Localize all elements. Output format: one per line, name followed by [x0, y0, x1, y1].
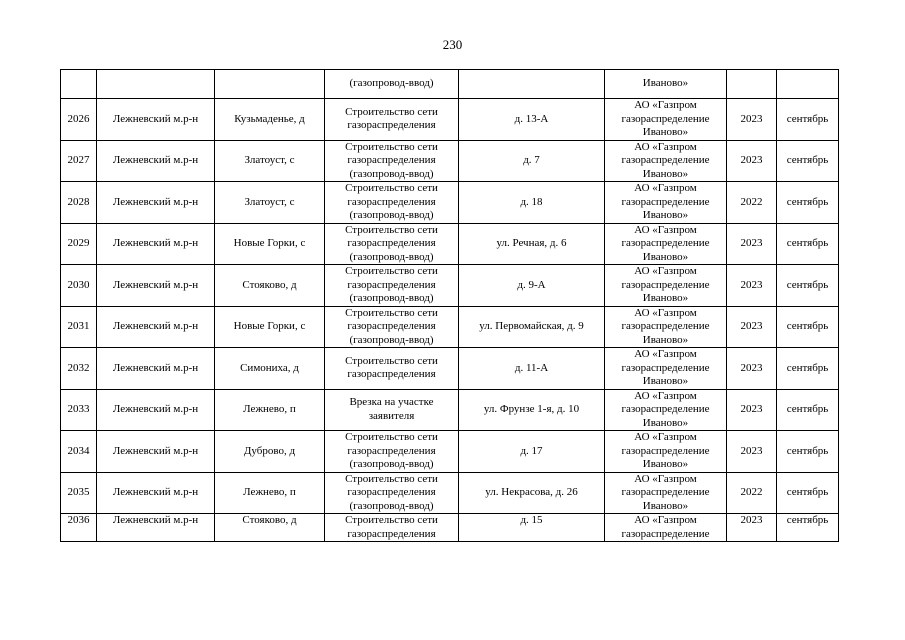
- cell-district: Лежневский м.р-н: [97, 140, 215, 182]
- cell-district: Лежневский м.р-н: [97, 306, 215, 348]
- cell-locality: Стояково, д: [215, 514, 325, 542]
- cell-year: 2023: [727, 99, 777, 141]
- cell-month: сентябрь: [777, 348, 839, 390]
- cell-organization: АО «Газпром газораспределение Иваново»: [605, 389, 727, 431]
- cell-organization: АО «Газпром газораспределение Иваново»: [605, 223, 727, 265]
- table-row: [61, 431, 839, 473]
- cell-address: [459, 70, 605, 99]
- cell-year: 2023: [727, 223, 777, 265]
- cell-organization: АО «Газпром газораспределение Иваново»: [605, 472, 727, 514]
- table-row: [61, 472, 839, 514]
- cell-num: 2036: [61, 514, 97, 542]
- cell-locality: Кузьмаденье, д: [215, 99, 325, 141]
- table-row: [61, 265, 839, 307]
- cell-address: д. 9-А: [459, 265, 605, 307]
- table-row: [61, 514, 839, 542]
- cell-work-type: Строительство сети газораспределения: [325, 514, 459, 542]
- cell-month: сентябрь: [777, 99, 839, 141]
- cell-month: сентябрь: [777, 265, 839, 307]
- cell-year: 2023: [727, 306, 777, 348]
- table-body: [61, 70, 839, 542]
- cell-year: 2023: [727, 140, 777, 182]
- cell-month: [777, 70, 839, 99]
- cell-num: 2028: [61, 182, 97, 224]
- gas-connection-table: [60, 69, 839, 542]
- cell-district: Лежневский м.р-н: [97, 265, 215, 307]
- cell-num: 2035: [61, 472, 97, 514]
- page-number: 230: [442, 37, 463, 52]
- cell-month: сентябрь: [777, 472, 839, 514]
- cell-month: сентябрь: [777, 389, 839, 431]
- table-row: [61, 182, 839, 224]
- cell-address: д. 17: [459, 431, 605, 473]
- table-row: [61, 99, 839, 141]
- cell-work-type: Строительство сети газораспределения: [325, 99, 459, 141]
- cell-year: 2023: [727, 265, 777, 307]
- cell-organization: АО «Газпром газораспределение Иваново»: [605, 265, 727, 307]
- cell-organization: АО «Газпром газораспределение Иваново»: [605, 348, 727, 390]
- cell-address: ул. Фрунзе 1-я, д. 10: [459, 389, 605, 431]
- cell-address: ул. Речная, д. 6: [459, 223, 605, 265]
- cell-district: Лежневский м.р-н: [97, 472, 215, 514]
- cell-organization: АО «Газпром газораспределение Иваново»: [605, 306, 727, 348]
- cell-locality: Златоуст, с: [215, 140, 325, 182]
- cell-month: сентябрь: [777, 140, 839, 182]
- cell-locality: [215, 70, 325, 99]
- cell-locality: Симониха, д: [215, 348, 325, 390]
- cell-organization: АО «Газпром газораспределение: [605, 514, 727, 542]
- cell-address: ул. Некрасова, д. 26: [459, 472, 605, 514]
- cell-month: сентябрь: [777, 514, 839, 542]
- cell-num: 2026: [61, 99, 97, 141]
- cell-num: 2029: [61, 223, 97, 265]
- cell-district: Лежневский м.р-н: [97, 514, 215, 542]
- cell-district: Лежневский м.р-н: [97, 348, 215, 390]
- cell-work-type: Строительство сети газораспределения (газопровод-ввод): [325, 140, 459, 182]
- cell-locality: Златоуст, с: [215, 182, 325, 224]
- cell-district: Лежневский м.р-н: [97, 389, 215, 431]
- cell-organization: АО «Газпром газораспределение Иваново»: [605, 99, 727, 141]
- cell-num: 2032: [61, 348, 97, 390]
- cell-organization: Иваново»: [605, 70, 727, 99]
- cell-num: [61, 70, 97, 99]
- cell-organization: АО «Газпром газораспределение Иваново»: [605, 431, 727, 473]
- cell-work-type: Строительство сети газораспределения (газопровод-ввод): [325, 431, 459, 473]
- cell-num: 2031: [61, 306, 97, 348]
- cell-work-type: Строительство сети газораспределения (газопровод-ввод): [325, 182, 459, 224]
- cell-organization: АО «Газпром газораспределение Иваново»: [605, 140, 727, 182]
- cell-year: 2022: [727, 472, 777, 514]
- cell-address: д. 13-А: [459, 99, 605, 141]
- cell-work-type: (газопровод-ввод): [325, 70, 459, 99]
- table-row-continuation: [61, 70, 839, 99]
- cell-locality: Новые Горки, с: [215, 223, 325, 265]
- table-row: [61, 389, 839, 431]
- cell-month: сентябрь: [777, 223, 839, 265]
- cell-year: [727, 70, 777, 99]
- cell-work-type: Строительство сети газораспределения: [325, 348, 459, 390]
- cell-district: Лежневский м.р-н: [97, 182, 215, 224]
- cell-address: д. 18: [459, 182, 605, 224]
- cell-year: 2023: [727, 348, 777, 390]
- cell-work-type: Строительство сети газораспределения (газопровод-ввод): [325, 265, 459, 307]
- cell-district: Лежневский м.р-н: [97, 431, 215, 473]
- cell-month: сентябрь: [777, 431, 839, 473]
- table-row: [61, 223, 839, 265]
- cell-year: 2023: [727, 389, 777, 431]
- cell-year: 2023: [727, 514, 777, 542]
- cell-work-type: Врезка на участке заявителя: [325, 389, 459, 431]
- cell-num: 2034: [61, 431, 97, 473]
- cell-num: 2030: [61, 265, 97, 307]
- cell-locality: Лежнево, п: [215, 472, 325, 514]
- cell-month: сентябрь: [777, 306, 839, 348]
- cell-work-type: Строительство сети газораспределения (газопровод-ввод): [325, 472, 459, 514]
- table-row: [61, 348, 839, 390]
- table-row: [61, 306, 839, 348]
- cell-organization: АО «Газпром газораспределение Иваново»: [605, 182, 727, 224]
- table-row: [61, 140, 839, 182]
- cell-locality: Новые Горки, с: [215, 306, 325, 348]
- cell-address: д. 7: [459, 140, 605, 182]
- cell-address: д. 15: [459, 514, 605, 542]
- cell-work-type: Строительство сети газораспределения (газопровод-ввод): [325, 306, 459, 348]
- cell-district: [97, 70, 215, 99]
- cell-district: Лежневский м.р-н: [97, 223, 215, 265]
- cell-num: 2033: [61, 389, 97, 431]
- cell-locality: Стояково, д: [215, 265, 325, 307]
- cell-num: 2027: [61, 140, 97, 182]
- cell-locality: Лежнево, п: [215, 389, 325, 431]
- cell-address: ул. Первомайская, д. 9: [459, 306, 605, 348]
- cell-year: 2023: [727, 431, 777, 473]
- cell-work-type: Строительство сети газораспределения (газопровод-ввод): [325, 223, 459, 265]
- cell-month: сентябрь: [777, 182, 839, 224]
- cell-district: Лежневский м.р-н: [97, 99, 215, 141]
- cell-locality: Дуброво, д: [215, 431, 325, 473]
- cell-year: 2022: [727, 182, 777, 224]
- cell-address: д. 11-А: [459, 348, 605, 390]
